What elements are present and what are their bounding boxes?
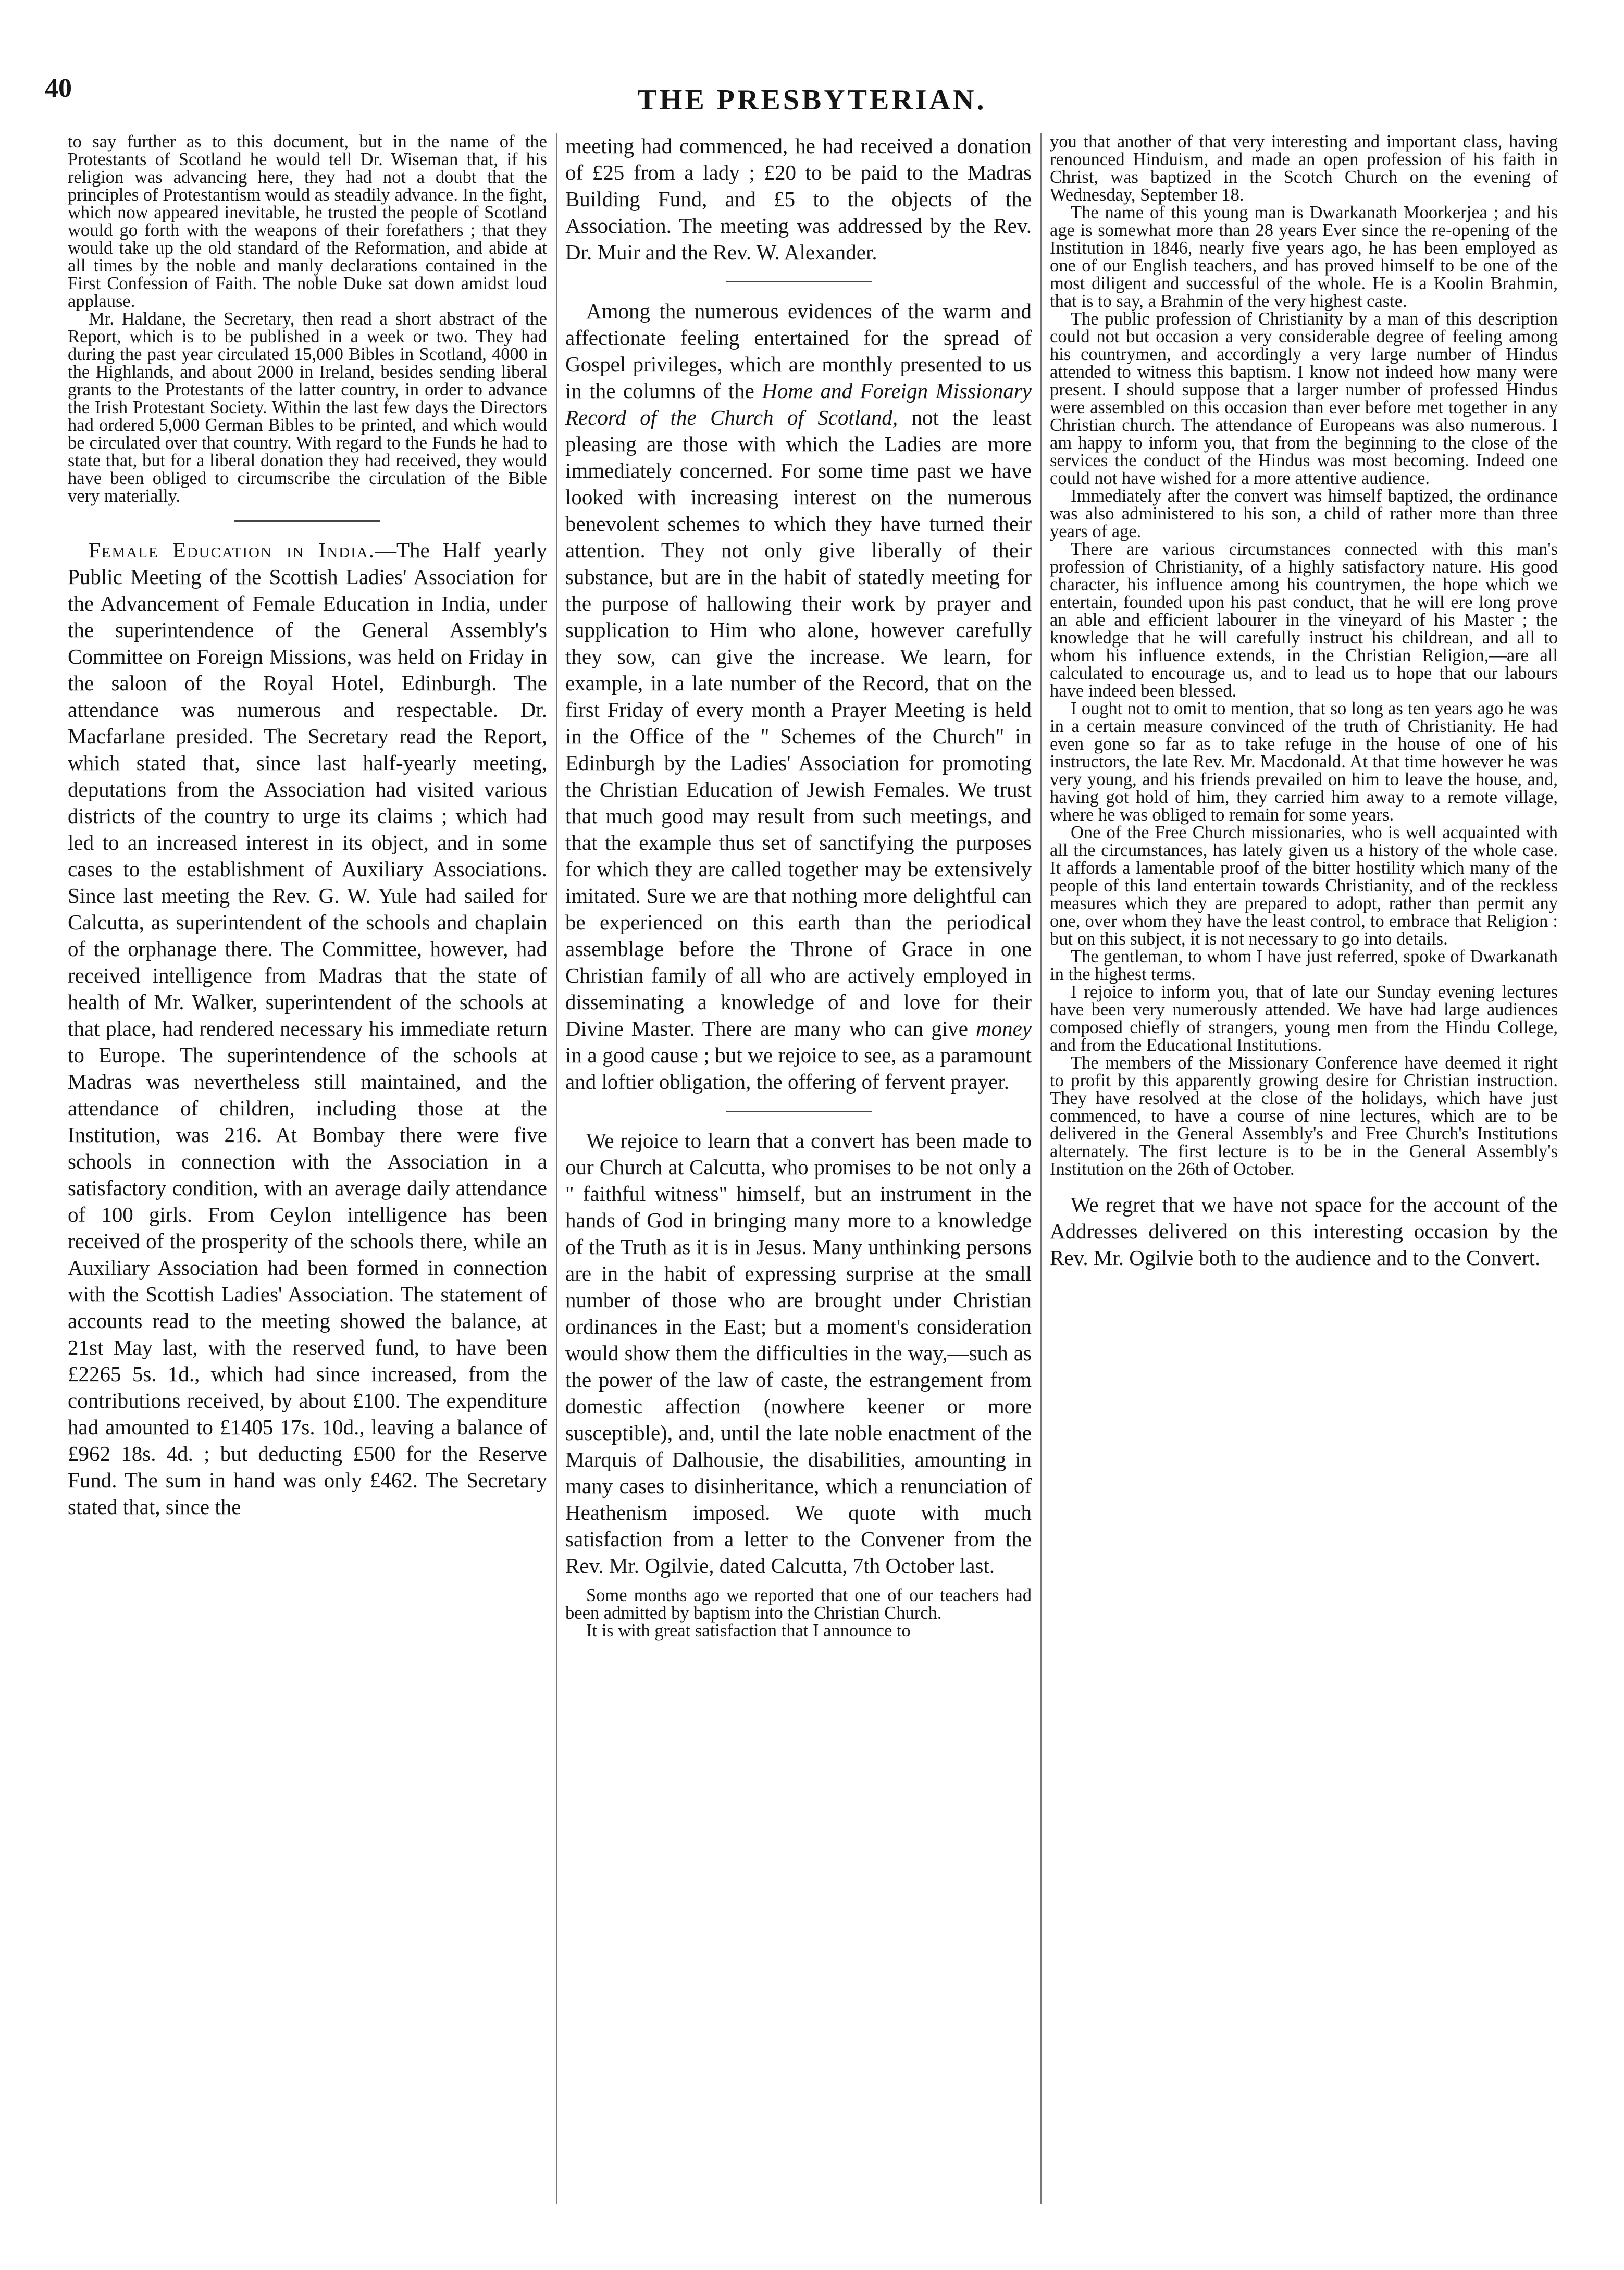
letter-paragraph: The name of this young man is Dwarkanath Moorkerjea ; and his age is somewhat more than 28 years Ever since the re-opening of the Institution in 1846, nearly five years ago, he has been employed as one of our English teachers, and has proved himself to be one of the most diligent and successful of the whole. He is a Koolin Brahmin, that is to say, a Brahmin of the very highest caste.: [1050, 203, 1558, 311]
section-divider: [234, 520, 380, 522]
page-title: THE PRESBYTERIAN.: [637, 84, 987, 116]
article-heading: Female Education in India.: [89, 538, 375, 562]
page-number: 40: [45, 73, 72, 103]
column-right: [1050, 133, 1558, 1271]
article-convert: We rejoice to learn that a convert has been made to our Church at Calcutta, who promises to be not only a " faithful witness" himself, but an instrument in the hands of God in bringing many more to a knowledge of the Truth as it is in Jesus. Many unthinking persons are in the habit of expressing surprise at the small number of those who are brought under Christian ordinances in the East; but a moment's consideration would show them the difficulties in the way,—such as the power of the law of caste, the estrangement from domestic affection (nowhere keener or more susceptible), and, until the late noble enactment of the Marquis of Dalhousie, the disabilities, amounting in many cases to disinheritance, which a renunciation of Heathenism imposed. We quote with much satisfaction from a letter to the Convener from the Rev. Mr. Ogilvie, dated Calcutta, 7th October last.: [565, 1128, 1032, 1578]
column-rule: [556, 133, 557, 2204]
article-female-education: [68, 537, 547, 1520]
emphasis: money: [975, 1016, 1032, 1040]
letter-paragraph: you that another of that very interesting and important class, having renounced Hinduism, and made an open profession of his faith in Christ, was baptized in the Scotch Church on the evening of Wednesday, September 18.: [1050, 132, 1558, 205]
column-rule: [1040, 133, 1042, 2204]
column-middle: [565, 133, 1032, 1640]
letter-paragraph: Some months ago we reported that one of our teachers had been admitted by baptism into the Christian Church.: [565, 1585, 1032, 1623]
letter-paragraph: It is with great satisfaction that I announce to: [586, 1621, 911, 1641]
letter-paragraph: I rejoice to inform you, that of late our Sunday evening lectures have been very numerously attended. We have had large audiences composed chiefly of strangers, young men from the Hindu College, and from the Educational Institutions.: [1050, 982, 1558, 1055]
letter-paragraph: The members of the Missionary Conference have deemed it right to profit by this apparently growing desire for Christian instruction. They have resolved at the close of the holidays, which have just commenced, to have a course of nine lectures, which are to be delivered in the General Assembly's and Free Church's Institutions alternately. The first lecture is to be in the General Assembly's Institution on the 26th of October.: [1050, 1053, 1558, 1179]
text-run: Among the numerous evidences of the warm and affectionate feeling entertained for the spread of Gospel privileges, which are monthly presented to us in the columns of the: [565, 299, 1032, 403]
letter-paragraph: One of the Free Church missionaries, who is well acquainted with all the circumstances, has lately given us a history of the whole case. It affords a lamentable proof of the bitter hostility which many of the people of this land entertain towards Christianity, and of the reckless measures which they are prepared to adopt, rather than permit any one, over whom they have the least control, to embrace that Religion : but on this subject, it is not necessary to go into details.: [1050, 823, 1558, 949]
article-body: —The Half yearly Public Meeting of the Scottish Ladies' Association for the Advancement of Female Education in India, under the superintendence of the General Assembly's Committee on Foreign Missions, was held on Friday in the saloon of the Royal Hotel, Edinburgh. The attendance was numerous and respectable. Dr. Macfarlane presided. The Secretary read the Report, which stated that, since last half-yearly meeting, deputations from the Association had visited various districts of the country to urge its claims ; which had led to an increased interest in its object, and in some cases to the establishment of Auxiliary Associations. Since last meeting the Rev. G. W. Yule had sailed for Calcutta, as superintendent of the schools and chaplain of the orphanage there. The Committee, however, had received intelligence from Madras that the state of health of Mr. Walker, superintendent of the schools at that place, had rendered necessary his immediate return to Europe. The superintendence of the schools at Madras was nevertheless still maintained, and the attendance of children, including those at the Institution, was 216. At Bombay there were five schools in connection with the Association in a satisfactory condition, with an average daily attendance of 100 girls. From Ceylon intelligence has been received of the prosperity of the schools there, while an Auxiliary Association had been formed in connection with the Scottish Ladies' Association. The statement of accounts read to the meeting showed the balance, at 21st May last, with the reserved fund, to have been £2265 5s. 1d., which had since increased, from the contributions received, by about £100. The expenditure had amounted to £1405 17s. 10d., leaving a balance of £962 18s. 4d. ; but deducting £500 for the Reserve Fund. The sum in hand was only £462. The Secretary stated that, since the: [68, 538, 547, 1519]
letter-paragraph: I ought not to omit to mention, that so long as ten years ago he was in a certain measure convinced of the truth of Christianity. He had even gone so far as to take refuge in the house of one of his instructors, the late Rev. Mr. Macdonald. At that time however he was very young, and his friends prevailed on him to leave the house, and, having got hold of him, they carried him away to a remote village, where he was obliged to remain for some years.: [1050, 699, 1558, 825]
paragraph: to say further as to this document, but in the name of the Protestants of Scotland he would tell Dr. Wiseman that, if his religion was advancing here, they had not a doubt that the principles of Protestantism would as steadily advance. In the fight, which now appeared inevitable, he trusted the people of Scotland would go forth with the weapons of their forefathers ; that they would take up the old standard of the Reformation, and abide at all times by the noble and manly declarations contained in the First Confession of Faith. The noble Duke sat down amidst loud applause.: [68, 132, 547, 311]
text-run: in a good cause ; but we rejoice to see, as a paramount and loftier obligation, the offering of fervent prayer.: [565, 1043, 1032, 1094]
letter-paragraph: There are various circumstances connected with this man's profession of Christianity, of a highly satisfactory nature. His good character, his influence among his countrymen, the hope which we entertain, founded upon his past conduct, that he will ere long prove an able and efficient labourer in the vineyard of his Master ; the knowledge that he will carefully instruct his childrean, and all to whom his influence extends, in the Christian Religion,—are all calculated to encourage us, and to lead us to hope that our labours have indeed been blessed.: [1050, 539, 1558, 701]
section-divider: [726, 281, 872, 282]
letter-paragraph: The public profession of Christianity by a man of this description could not but occasion a very considerable degree of feeling among his countrymen, and accordingly a very large number of Hindus attended to witness this baptism. I know not indeed how many were present. I should suppose that a larger number of professed Hindus were assembled on this occasion than ever before met together in any Christian church. The attendance of Europeans was also numerous. I am happy to inform you, that from the beginning to the close of the services the conduct of the Hindus was most becoming. Indeed one could not have wished for a more attentive audience.: [1050, 309, 1558, 488]
closing-paragraph: We regret that we have not space for the account of the Addresses delivered on this interesting occasion by the Rev. Mr. Ogilvie both to the audience and to the Convert.: [1050, 1193, 1558, 1270]
paragraph: meeting had commenced, he had received a donation of £25 from a lady ; £20 to be paid to the Madras Building Fund, and £5 to the objects of the Association. The meeting was addressed by the Rev. Dr. Muir and the Rev. W. Alexander.: [565, 134, 1032, 264]
letter-paragraph: The gentleman, to whom I have just referred, spoke of Dwarkanath in the highest terms.: [1050, 947, 1558, 984]
column-left: [68, 133, 547, 1520]
letter-paragraph: Immediately after the convert was himself baptized, the ordinance was also administered to his son, a child of rather more than three years of age.: [1050, 486, 1558, 541]
paragraph: Mr. Haldane, the Secretary, then read a short abstract of the Report, which is to be published in a week or two. They had during the past year circulated 15,000 Bibles in Scotland, 4000 in the Highlands, and about 2000 in Ireland, besides sending liberal grants to the Protestants of the latter country, in order to advance the Irish Protestant Society. Within the last few days the Directors had ordered 5,000 German Bibles to be printed, and which would be circulated over that country. With regard to the Funds he had to state that, but for a liberal donation they had received, they would have been obliged to circumscribe the circulation of the Bible very materially.: [68, 309, 547, 506]
text-run: not the least pleasing are those with which the Ladies are more immediately concerned. For some time past we have looked with increasing interest on the numerous benevolent schemes to which they have turned their attention. They not only give liberally of their substance, but are in the habit of statedly meeting for the purpose of hallowing their work by prayer and supplication to Him who alone, however carefully they sow, can give the increase. We learn, for example, in a late number of the Record, that on the first Friday of every month a Prayer Meeting is held in the Office of the " Schemes of the Church" in Edinburgh by the Ladies' Association for promoting the Christian Education of Jewish Females. We trust that much good may result from such meetings, and that the example thus set of sanctifying the purposes for which they are called together may be extensively imitated. Sure we are that nothing more delightful can be experienced on this earth than the periodical assemblage before the Throne of Grace in one Christian family of all who are actively employed in disseminating a knowledge of and love for their Divine Master. There are many who can give: [565, 405, 1032, 1040]
section-divider: [726, 1111, 872, 1112]
article-ladies-prayer: [565, 298, 1032, 1095]
publication-title: Home and Foreign Missionary Record of the Church of Scotland,: [565, 379, 1032, 429]
